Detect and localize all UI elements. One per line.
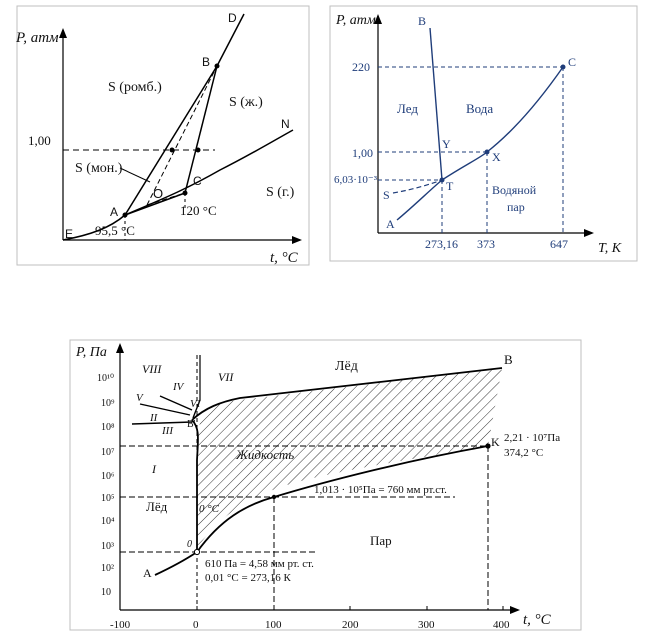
panel3-phase-I: I — [152, 462, 156, 476]
panel1-point-p2-marker — [196, 148, 201, 153]
panel2-x-tick-647: 647 — [550, 237, 568, 251]
panel3-critical-p: 2,21 · 10⁷Па — [504, 432, 561, 444]
panel1-p-tick: 1,00 — [28, 133, 51, 148]
panel3-y-label: P, Па — [76, 345, 107, 360]
panel1-point-A-marker — [123, 213, 128, 218]
sulfur-diagram — [15, 6, 309, 266]
panel3-point-A: A — [143, 566, 152, 580]
panel3-y-tick: 10 — [101, 587, 111, 598]
panel3-phase-III: III — [162, 425, 173, 437]
water-atm-diagram — [330, 6, 637, 261]
panel3-y-tick: 10¹⁰ — [97, 373, 115, 384]
panel1-temp-a: 95,5 °C — [95, 223, 135, 238]
panel3-phase-VII: VII — [218, 370, 234, 384]
panel3-phase-VI: VI — [190, 398, 201, 410]
panel2-point-C: C — [568, 55, 577, 69]
panel3-y-tick: 10³ — [101, 541, 114, 552]
panel3-phase-V: V — [136, 392, 143, 404]
panel3-y-tick: 10⁴ — [101, 516, 115, 527]
panel2-point-A: A — [386, 217, 395, 231]
panel2-x-tick-27316: 273,16 — [425, 237, 458, 251]
panel3-x-tick: 0 — [193, 619, 199, 631]
panel3-boil-note: 1,013 · 10⁵Па = 760 мм рт.ст. — [314, 484, 447, 496]
panel3-critical-t: 374,2 °C — [504, 447, 544, 459]
panel2-frame — [330, 6, 637, 261]
panel3-boil-point-marker — [272, 495, 276, 499]
panel3-phase-VIII: VIII — [142, 362, 162, 376]
panel3-point-B: B — [504, 352, 513, 367]
panel2-x-tick-373: 373 — [477, 237, 495, 251]
panel1-point-N: N — [281, 117, 290, 131]
panel2-point-S: S — [383, 188, 390, 202]
panel1-temp-c: 120 °C — [180, 203, 217, 218]
panel3-y-tick: 10⁹ — [101, 398, 115, 409]
panel3-critical-point-marker — [485, 443, 490, 448]
panel3-y-tick: 10² — [101, 563, 114, 574]
panel1-region-gas: S (г.) — [266, 185, 295, 200]
panel1-y-label: P, атм — [16, 30, 59, 46]
panel2-y-tick-220: 220 — [352, 60, 370, 74]
panel3-region-ice-left: Лёд — [146, 499, 168, 514]
panel3-y-tick: 10⁶ — [101, 471, 115, 482]
panel2-point-T-marker — [440, 178, 445, 183]
panel1-region-liquid: S (ж.) — [229, 95, 263, 110]
panel1-region-mono: S (мон.) — [75, 161, 123, 176]
panel3-y-tick: 10⁷ — [101, 447, 115, 458]
panel3-region-liquid: Жидкость — [236, 447, 295, 462]
panel3-x-tick: 400 — [493, 619, 510, 631]
panel3-x-tick: -100 — [110, 619, 131, 631]
panel1-point-C: C — [193, 174, 202, 188]
panel3-x-tick: 200 — [342, 619, 359, 631]
panel3-x-tick: 100 — [265, 619, 282, 631]
panel2-point-C-marker — [561, 65, 566, 70]
panel1-region-rhomb: S (ромб.) — [108, 80, 162, 95]
panel2-point-B: B — [418, 14, 427, 28]
panel3-zero-label: 0 °C — [199, 503, 219, 515]
panel3-region-vapor: Пар — [370, 533, 392, 548]
panel2-region-vapor-1: Водяной — [492, 183, 537, 197]
panel1-point-B: B — [202, 55, 211, 69]
panel3-point-zero: 0 — [187, 539, 192, 550]
panel1-point-D: D — [228, 11, 237, 25]
panel1-point-p1-marker — [170, 148, 175, 153]
panel2-region-vapor-2: пар — [507, 200, 525, 214]
panel3-region-ice-top: Лёд — [335, 359, 358, 374]
panel3-triple-p: 610 Па = 4,58 мм рт. ст. — [205, 558, 314, 570]
panel1-point-A: A — [110, 205, 119, 219]
panel2-point-X-marker — [485, 150, 490, 155]
panel1-point-E: E — [65, 227, 74, 241]
panel1-point-O: O — [153, 186, 164, 201]
water-pa-diagram — [70, 340, 581, 631]
panel3-triple-point-marker — [194, 549, 199, 554]
panel3-y-tick: 10⁸ — [101, 422, 115, 433]
panel2-point-X: X — [492, 150, 501, 164]
panel3-x-tick: 300 — [418, 619, 435, 631]
panel2-y-tick-1: 1,00 — [352, 146, 373, 160]
panel2-point-Y: Y — [442, 137, 451, 151]
panel2-x-label: T, K — [598, 241, 622, 256]
panel3-x-label: t, °C — [523, 612, 551, 628]
panel2-region-water: Вода — [466, 101, 494, 116]
panel3-triple-t: 0,01 °C = 273,16 К — [205, 572, 291, 584]
panel3-point-K: K — [491, 435, 500, 449]
panel1-point-C-marker — [183, 191, 188, 196]
panel2-y-label: P, атм — [336, 13, 376, 28]
panel1-point-B-marker — [215, 64, 220, 69]
panel2-region-ice: Лед — [397, 101, 418, 116]
panel1-frame — [17, 6, 309, 265]
panel3-phase-IV: IV — [173, 381, 184, 393]
panel1-x-label: t, °C — [270, 250, 298, 266]
panel2-point-T: T — [446, 179, 454, 193]
panel2-y-tick-603: 6,03·10⁻³ — [334, 174, 378, 186]
panel3-point-B-prime: B' — [187, 419, 196, 430]
panel3-phase-II: II — [150, 412, 158, 424]
panel3-y-tick: 10⁵ — [101, 493, 115, 504]
